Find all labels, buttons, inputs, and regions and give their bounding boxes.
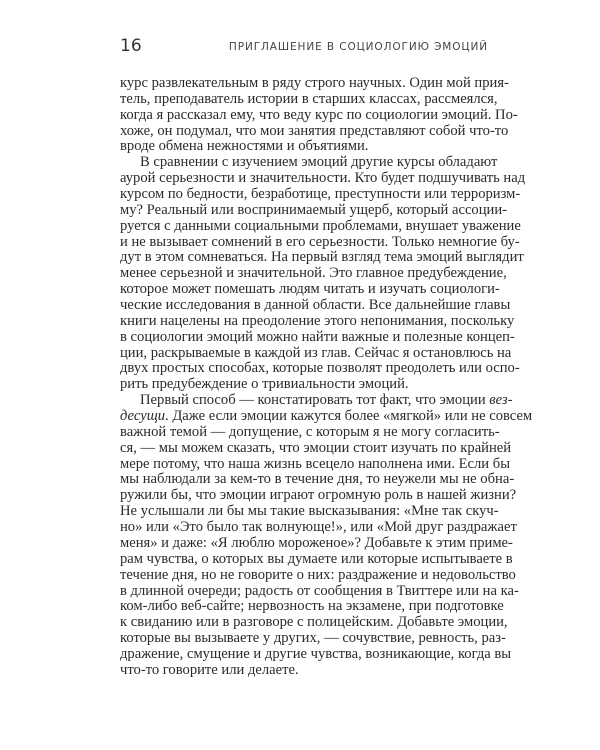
text-line: к свиданию или в разговоре с полицейским. Добавьте эмоции, — [120, 614, 508, 631]
text-line: книги нацелены на преодоление этого непонимания, поскольку — [120, 312, 515, 329]
text-line: в социологии эмоций можно найти важные и полезные концеп- — [120, 328, 515, 345]
text-line: аурой серьезности и значительности. Кто будет подшучивать над — [120, 170, 526, 187]
text-line: когда я рассказал ему, что веду курс по социологии эмоций. По- — [120, 106, 518, 123]
paragraph — [120, 154, 526, 393]
text-line: которые вы вызываете у других, — сочувствие, ревность, раз- — [120, 630, 506, 647]
text-line: хоже, он подумал, что мои занятия представляют собой что-то — [120, 122, 509, 139]
text-line: вроде обмена нежностями и объятиями. — [120, 138, 369, 155]
page-header — [120, 36, 488, 58]
paragraph — [120, 392, 533, 678]
text-line: Не услышали ли бы мы такие высказывания: «Мне так скуч- — [120, 503, 499, 520]
text-line: курс развлекательным в ряду строго научных. Один мой прия- — [120, 75, 509, 91]
text-line: важной темой — допущение, с которым я не могу согласить- — [120, 423, 500, 440]
text-line: но» или «Это было так волнующе!», или «Мой друг раздражает — [120, 519, 517, 536]
text-line: дражение, смущение и другие чувства, возникающие, когда вы — [120, 645, 512, 662]
page-number: 16 — [120, 36, 142, 56]
text-line: которое может помешать людям читать и изучать социологи- — [120, 281, 500, 298]
text-line: руется с данными социальными проблемами, внушает уважение — [120, 217, 521, 234]
text-line: дут в этом сомневаться. На первый взгляд тема эмоций выглядит — [120, 249, 524, 266]
text-line: течение дня, но не говорите о них: раздражение и недовольство — [120, 566, 516, 583]
text-line: мы наблюдали за кем-то в течение дня, то неужели мы не обна- — [120, 471, 515, 488]
text-line: и не вызывает сомнений в его серьезности. Только немногие бу- — [120, 233, 520, 250]
paragraph — [120, 75, 518, 155]
italic-emphasis: вез- — [489, 392, 513, 409]
text-line: ции, раскрываемые в каждой из глав. Сейчас я остановлюсь на — [120, 344, 512, 361]
running-head: ПРИГЛАШЕНИЕ В СОЦИОЛОГИЮ ЭМОЦИЙ — [228, 41, 488, 53]
italic-emphasis: десущи — [120, 408, 166, 425]
text-line: курсом по бедности, безработице, преступности или терроризм- — [120, 186, 521, 203]
body-text — [120, 75, 533, 679]
text-line: мере потому, что наша жизнь всецело наполнена ими. Если бы — [120, 455, 510, 472]
text-line: менее серьезной и значительной. Это главное предубеждение, — [120, 265, 507, 282]
text-line — [120, 392, 513, 409]
text-line: рить предубеждение о тривиальности эмоций. — [120, 376, 409, 393]
text-line: двух простых способах, которые позволят преодолеть или оспо- — [120, 360, 520, 377]
text-line: тель, преподаватель истории в старших классах, рассмеялся, — [120, 90, 498, 107]
text-line: что-то говорите или делаете. — [120, 661, 299, 678]
text-segment: Первый способ — констатировать тот факт, что эмоции — [140, 392, 490, 409]
text-line: меня» и даже: «Я люблю мороженое»? Добавьте к этим приме- — [120, 534, 513, 551]
text-line: ся, — мы можем сказать, что эмоции стоит изучать по крайней — [120, 439, 512, 456]
text-line: ческие исследования в данной области. Все дальнейшие главы — [120, 297, 511, 314]
text-line: в длинной очереди; радость от сообщения в Твиттере или на ка- — [120, 582, 519, 599]
text-line: ком-либо веб-сайте; нервозность на экзамене, при подготовке — [120, 598, 504, 615]
text-line: ружили бы, что эмоции играют огромную роль в нашей жизни? — [120, 487, 517, 504]
text-line — [120, 408, 533, 425]
text-line: В сравнении с изучением эмоций другие курсы обладают — [140, 154, 498, 171]
text-line: му? Реальный или воспринимаемый ущерб, который ассоции- — [120, 201, 508, 218]
text-line: рам чувства, о которых вы думаете или которые испытываете в — [120, 550, 513, 567]
text-segment: . Даже если эмоции кажутся более «мягкой» или не совсем — [165, 408, 533, 425]
